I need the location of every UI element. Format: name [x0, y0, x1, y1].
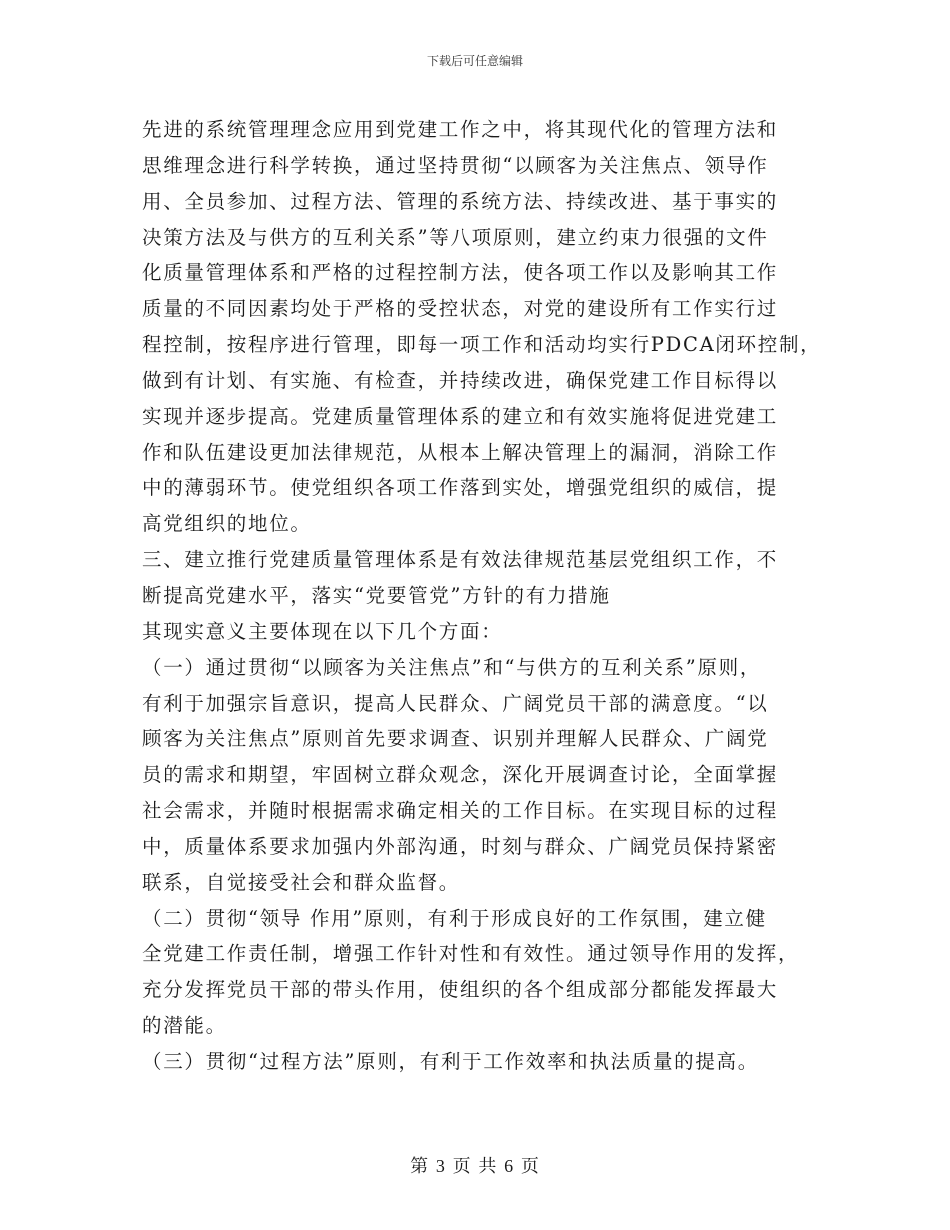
page-footer: [0, 1152, 950, 1178]
text-line: （三）贯彻“过程方法”原则，有利于工作效率和执法质量的提高。: [142, 1049, 759, 1073]
text-line: 充分发挥党员干部的带头作用，使组织的各个组成部分都能发挥最大: [142, 978, 779, 1002]
text-line: 其现实意义主要体现在以下几个方面：: [142, 619, 503, 643]
section-heading-line: 断提高党建水平，落实“党要管党”方针的有力措施: [142, 583, 611, 607]
footer-current-page: 3: [435, 1156, 446, 1176]
text-line: 做到有计划、有实施、有检查，并持续改进，确保党建工作目标得以: [142, 368, 779, 392]
text-line: 思维理念进行科学转换，通过坚持贯彻“以顾客为关注焦点、领导作: [142, 153, 769, 177]
text-line: 先进的系统管理理念应用到党建工作之中，将其现代化的管理方法和: [142, 118, 779, 141]
text-line: 作和队伍建设更加法律规范，从根本上解决管理上的漏洞，消除工作: [142, 440, 779, 464]
body-text: [142, 112, 822, 1080]
footer-prefix: 第: [410, 1156, 430, 1177]
footer-total-pages: 6: [504, 1156, 515, 1176]
text-line: 员的需求和期望，牢固树立群众观念，深化开展调查讨论，全面掌握: [142, 763, 779, 787]
text-line: 有利于加强宗旨意识，提高人民群众、广阔党员干部的满意度。“以: [142, 691, 769, 715]
text-line: 程控制，按程序进行管理，即每一项工作和活动均实行PDCA闭环控制，: [142, 333, 822, 357]
text-line: 中，质量体系要求加强内外部沟通，时刻与群众、广阔党员保持紧密: [142, 834, 779, 858]
text-line: 质量的不同因素均处于严格的受控状态，对党的建设所有工作实行过: [142, 297, 779, 321]
text-line: 实现并逐步提高。党建质量管理体系的建立和有效实施将促进党建工: [142, 404, 779, 428]
text-line: 全党建工作责任制，增强工作针对性和有效性。通过领导作用的发挥，: [142, 942, 800, 966]
text-line: （一）通过贯彻“以顾客为关注焦点”和“与供方的互利关系”原则，: [142, 655, 762, 679]
footer-suffix: 页: [520, 1156, 540, 1177]
footer-middle: 页 共: [452, 1156, 498, 1177]
text-line: 化质量管理体系和严格的过程控制方法，使各项工作以及影响其工作: [142, 261, 779, 285]
text-line: 联系，自觉接受社会和群众监督。: [142, 870, 461, 894]
text-line: （二）贯彻“领导 作用”原则，有利于形成良好的工作氛围，建立健: [142, 906, 767, 930]
text-line: 用、全员参加、过程方法、管理的系统方法、持续改进、基于事实的: [142, 189, 779, 213]
text-line: 中的薄弱环节。使党组织各项工作落到实处，增强党组织的威信，提: [142, 476, 779, 500]
text-line: 决策方法及与供方的互利关系”等八项原则，建立约束力很强的文件: [142, 225, 769, 249]
page-header-note: 下载后可任意编辑: [426, 54, 523, 68]
text-line: 社会需求，并随时根据需求确定相关的工作目标。在实现目标的过程: [142, 799, 779, 823]
section-heading-line: 三、建立推行党建质量管理体系是有效法律规范基层党组织工作，不: [142, 548, 779, 572]
text-line: 顾客为关注焦点”原则首先要求调查、识别并理解人民群众、广阔党: [142, 727, 769, 751]
text-line: 高党组织的地位。: [142, 512, 312, 536]
text-line: 的潜能。: [142, 1014, 227, 1038]
